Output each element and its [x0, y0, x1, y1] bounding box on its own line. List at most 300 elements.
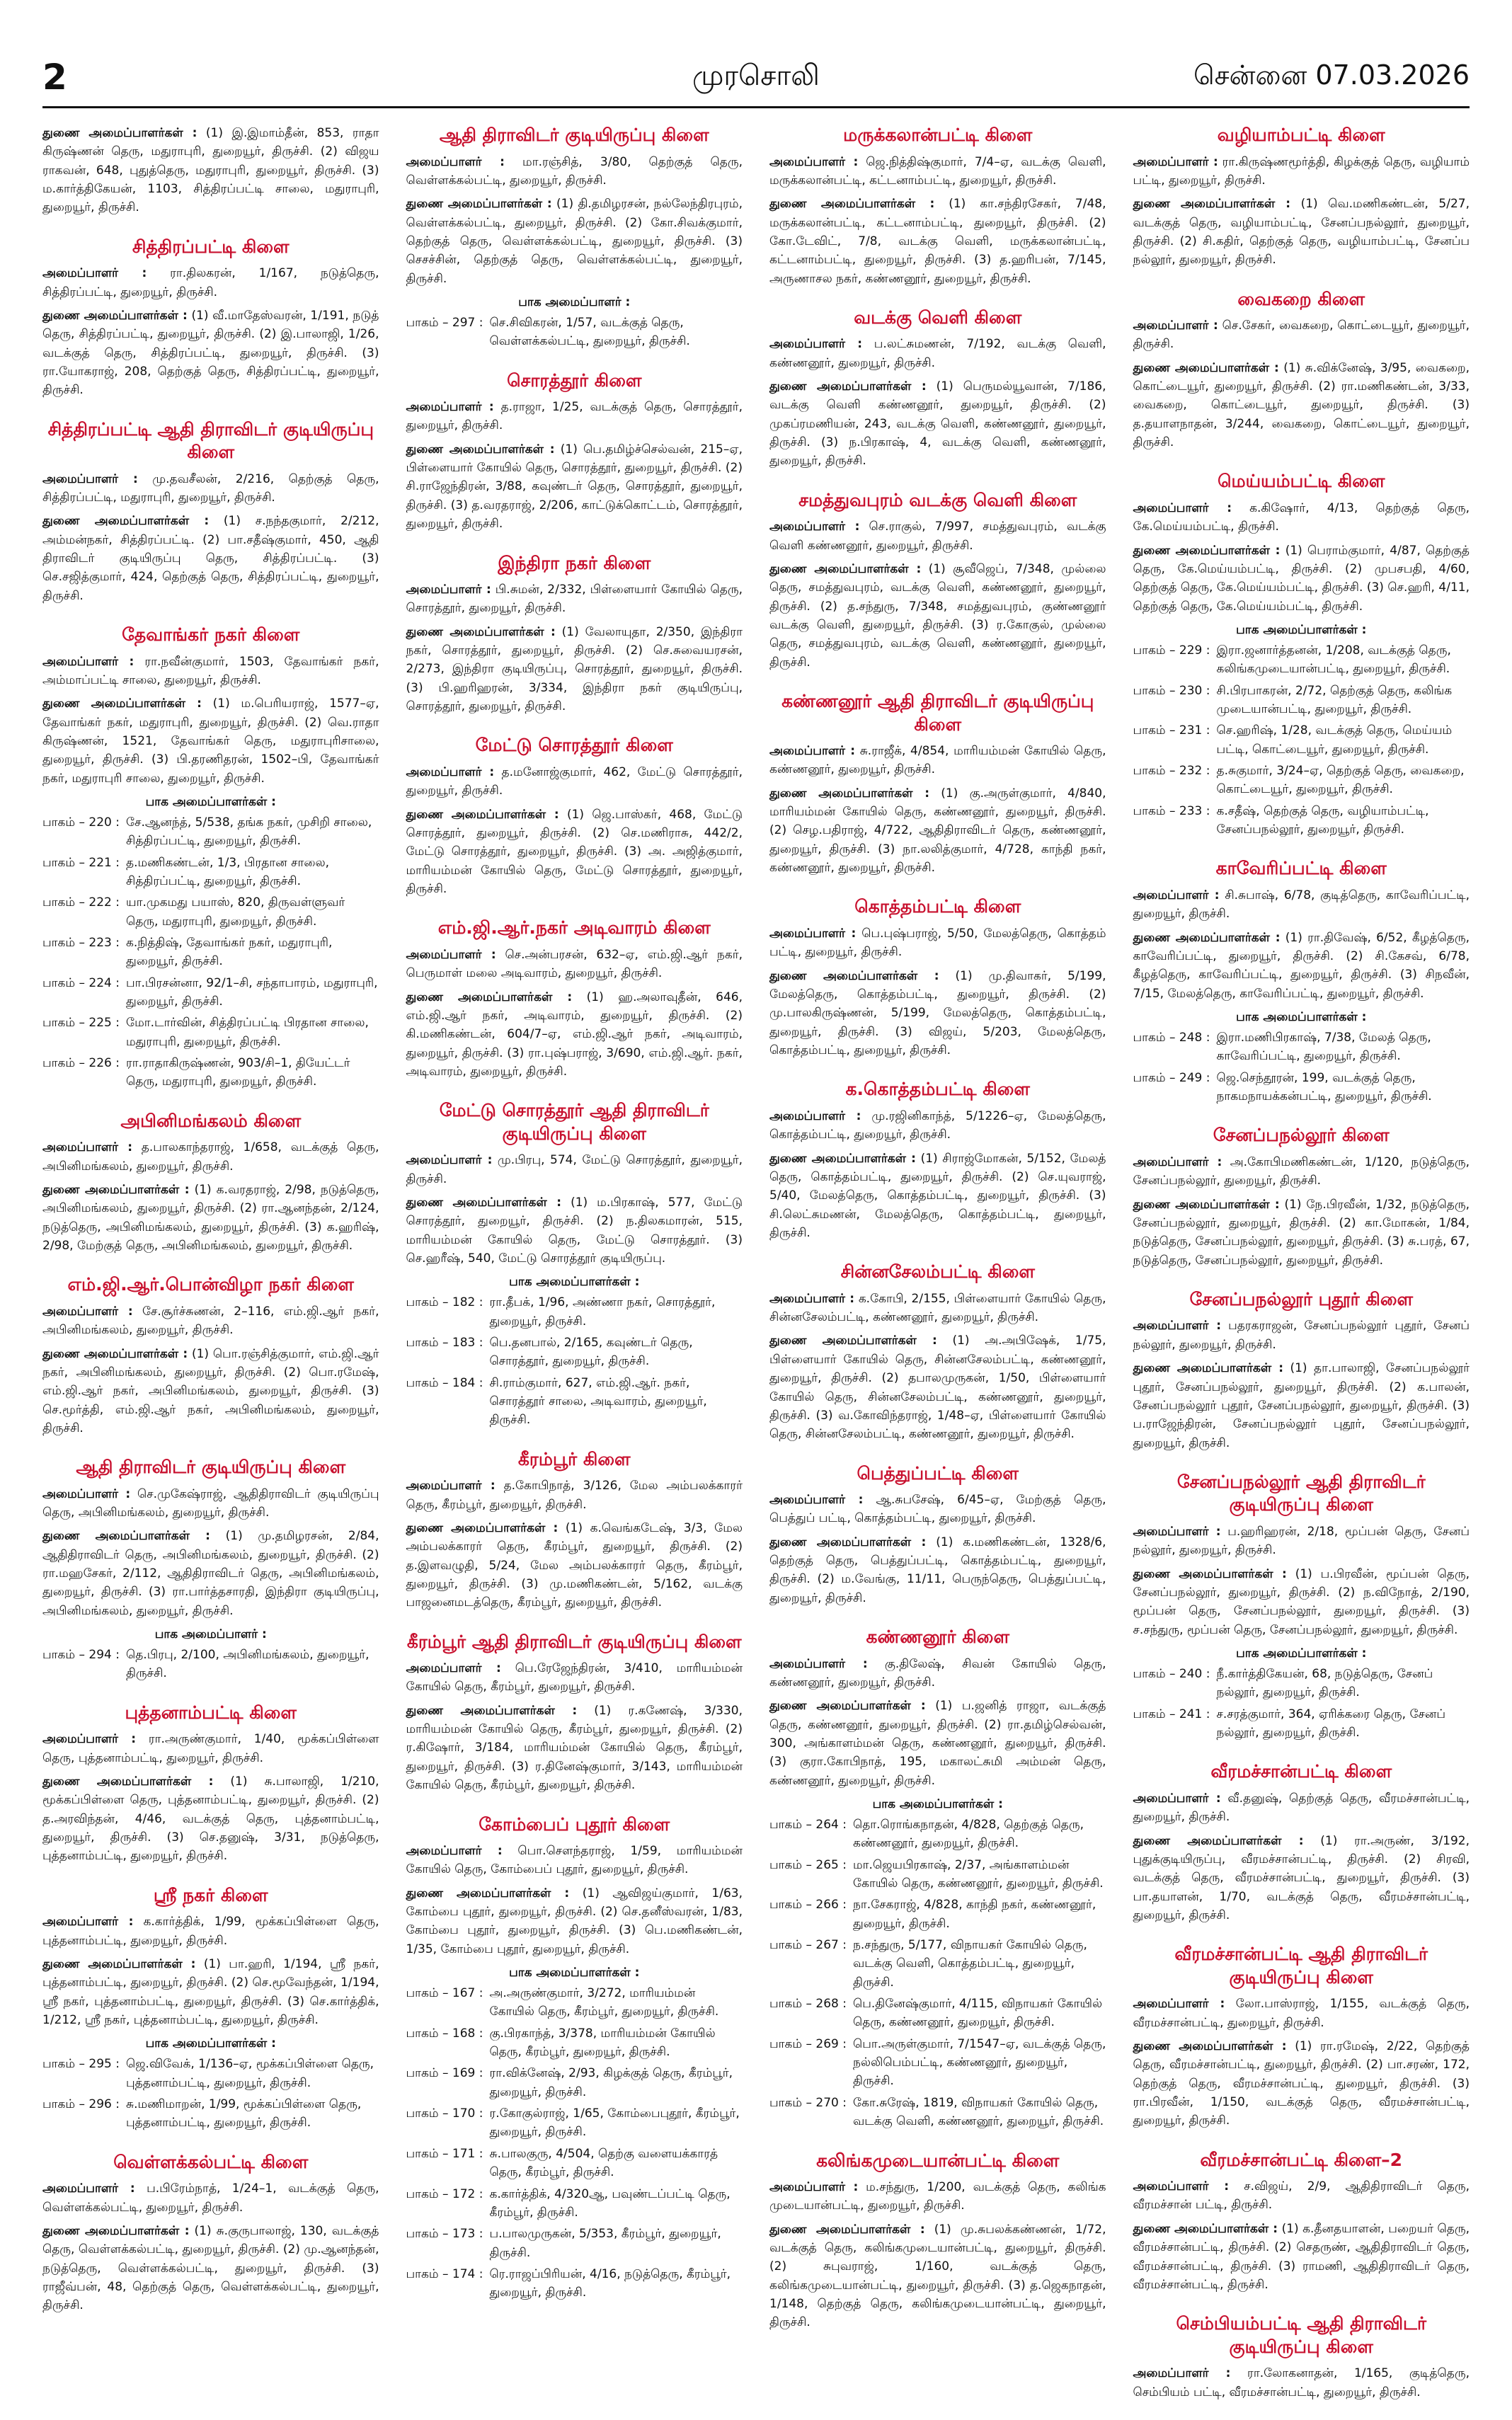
- booth-number: பாகம் – 233 :: [1133, 803, 1210, 818]
- booth-agent: சி.பிரபாகரன், 2/72, தெற்குத் தெரு, கலிங்க முடையான்பட்டி, துறையூர், திருச்சி.: [1216, 683, 1453, 717]
- booth-row: [42, 1014, 379, 1051]
- branch-title: புத்தனாம்பட்டி கிளை: [125, 1702, 297, 1723]
- member-details: (1) க.மணிகண்டன், 1328/6, தெற்குத் தெரு, பெத்துப்பட்டி, கொத்தம்பட்டி, துறையூர், திருச்சி. (2) ம.வேங்கு, 11/11, பெருந்தெரு, பெத்துப்பட்டி, துறையூர், திருச்சி.: [769, 1535, 1106, 1605]
- member-details: சி.சுபாஷ், 6/78, குடித்தெரு, காவேரிப்பட்டி, துறையூர், திருச்சி.: [1133, 888, 1470, 922]
- role-label: அமைப்பாளர் :: [406, 154, 505, 169]
- booth-row: [1133, 1705, 1470, 1743]
- role-label: துணை அமைப்பாளர்கள் :: [406, 1520, 559, 1535]
- role-label: துணை அமைப்பாளர்கள் :: [42, 2223, 190, 2238]
- branch-section: [42, 2151, 379, 2315]
- member-details: (1) ர.கணேஷ், 3/330, மாரியம்மன் கோயில் தெரு, கீரம்பூர், துறையூர், திருச்சி. (2) ர.கிஷோர், 3/184, மாரியம்மன் கோயில் தெரு, கீரம்பூர், துறையூர், திருச்சி. (3) ர.தினேஷ்குமார், 3/143, மாரியம்மன் கோயில் தெரு, கீரம்பூர், துறையூர், திருச்சி.: [406, 1703, 743, 1793]
- member-details: ரா.அருண்குமார், 1/40, மூக்கப்பிள்ளை தெரு, புத்தனாம்பட்டி, துறையூர், திருச்சி.: [42, 1732, 379, 1765]
- branch-section: [769, 895, 1106, 1060]
- branch-section: [769, 1078, 1106, 1242]
- branch-title: வீரமச்சான்பட்டி கிளை: [1210, 1761, 1392, 1782]
- member-details: ரா.திலகரன், 1/167, நடுத்தெரு, சித்திரப்பட்டி, துறையூர், திருச்சி.: [42, 266, 379, 299]
- member-details: (1) ம.பெரியராஜ், 1577–ஏ, தேவாங்கர் நகர், மதுராபுரி, துறையூர், திருச்சி. (2) வெ.ராதா கிருஷ்ணன், 1521, தேவாங்கர் தெரு, மதுராபுரிசாலை, துறையூர், திருச்சி. (3) பி.தரணிதரன், 1502–பி, தேவாங்கர் நகர், மதுராபுரி சாலை, துறையூர், திருச்சி.: [42, 696, 379, 786]
- branch-section: [42, 124, 379, 217]
- member-details: ப.ஹரிஹரன், 2/18, மூப்பன் தெரு, சேனப் நல்லூர், துறையூர், திருச்சி.: [1133, 1524, 1470, 1558]
- role-label: அமைப்பாளர் :: [1133, 319, 1218, 333]
- branch-section: [769, 1462, 1106, 1608]
- office-bearer-entry: [769, 1533, 1106, 1607]
- branch-title: சித்திரப்பட்டி ஆதி திராவிடர் குடியிருப்பு கிளை: [47, 418, 374, 463]
- booth-row: [1133, 682, 1470, 719]
- booth-number: பாகம் – 222 :: [42, 895, 120, 910]
- booth-agent: சு.மணிமாறன், 1/99, மூக்கப்பிள்ளை தெரு, புத்தனாம்பட்டி, துறையூர், திருச்சி.: [126, 2097, 362, 2131]
- member-details: பெ.ரேஜேந்திரன், 3/410, மாரியம்மன் கோயில் தெரு, கீரம்பூர், துறையூர், திருச்சி.: [406, 1661, 743, 1694]
- role-label: அமைப்பாளர் :: [1133, 1997, 1225, 2012]
- booth-agent: சி.ராம்குமார், 627, எம்.ஜி.ஆர். நகர், சொரத்தூர் சாலை, அடிவாரம், துறையூர், திருச்சி.: [489, 1375, 707, 1428]
- branch-title: கண்ணனூர் கிளை: [866, 1627, 1010, 1648]
- booth-row: [42, 2095, 379, 2133]
- booth-row: [406, 2265, 743, 2303]
- branch-section: [406, 552, 743, 716]
- office-bearer-entry: [769, 153, 1106, 190]
- booth-row: [42, 974, 379, 1011]
- branch-section: [42, 1884, 379, 2133]
- branch-title: வடக்கு வெளி கிளை: [854, 306, 1022, 328]
- member-details: (1) கா.சந்திரசேகர், 7/48, மருக்கலான்பட்டி, கட்டனாம்பட்டி, துறையூர், திருச்சி. (2) கோ.டேவிட், 7/8, வடக்கு வெளி, மருக்கலான்பட்டி, கட்டனாம்பட்டி, துறையூர், திருச்சி. (3) த.ஹரிபன், 7/145, அருணாசல நகர், கண்ணனூர், துறையூர், திருச்சி.: [769, 197, 1106, 286]
- member-details: (1) ம.பிரகாஷ், 577, மேட்டு சொரத்தூர், துறையூர், திருச்சி. (2) ந.திலகமாரன், 515, மாரியம்மன் கோயில் தெரு, மேட்டு சொரத்தூர். (3) செ.ஹரீஷ், 540, மேட்டு சொரத்தூர் குடியிருப்பு.: [406, 1195, 743, 1266]
- branch-section: [406, 734, 743, 898]
- role-label: துணை அமைப்பாளர்கள் :: [406, 1703, 578, 1718]
- role-label: துணை அமைப்பாளர்கள் :: [406, 1886, 570, 1900]
- member-details: (1) ஜெ.பாஸ்கர், 468, மேட்டு சொரத்தூர், துறையூர், திருச்சி. (2) செ.மணிராசு, 442/2, மேட்டு சொரத்தூர், துறையூர், திருச்சி. (3) அ. அஜித்குமார், மாரியம்மன் கோயில் தெரு, மேட்டு சொரத்தூர், துறையூர், திருச்சி.: [406, 807, 743, 896]
- member-details: சே.சூர்ச்சுணன், 2–116, எம்.ஜி.ஆர் நகர், அபினிமங்கலம், துறையூர், திருச்சி.: [42, 1304, 379, 1338]
- office-bearer-entry: [42, 2222, 379, 2315]
- role-label: அமைப்பாளர் :: [406, 400, 494, 415]
- office-bearer-entry: [406, 1519, 743, 1612]
- booth-agent: கு.பிரகாந்த், 3/378, மாரியம்மன் கோயில் தெரு, கீரம்பூர், துறையூர், திருச்சி.: [489, 2026, 716, 2060]
- branch-section: [769, 690, 1106, 877]
- office-bearer-entry: [406, 1702, 743, 1795]
- booth-number: பாகம் – 294 :: [42, 1648, 120, 1663]
- member-details: (1) க.வெங்கடேஷ், 3/3, மேல அம்பலக்காரர் தெரு, கீரம்பூர், துறையூர், திருச்சி. (2) த.இளவழுதி, 5/24, மேல அம்பலக்காரர் தெரு, கீரம்பூர், துறையூர், திருச்சி. (3) மு.மணிகண்டன், 5/162, வடக்கு பாஜனைமடத்தெரு, கீரம்பூர், துறையூர், திருச்சி.: [406, 1520, 743, 1610]
- office-bearer-entry: [42, 1181, 379, 1255]
- role-label: அமைப்பாளர் :: [42, 1486, 131, 1501]
- booth-number: பாகம் – 295 :: [42, 2057, 120, 2072]
- office-bearer-entry: [42, 1345, 379, 1438]
- role-label: அமைப்பாளர் :: [406, 1479, 496, 1493]
- booth-heading: பாக அமைப்பாளர்கள் :: [509, 1275, 640, 1290]
- office-bearer-entry: [42, 264, 379, 302]
- booth-number: பாகம் – 241 :: [1133, 1707, 1210, 1721]
- office-bearer-entry: [406, 1842, 743, 1879]
- branch-title: சமத்துவபுரம் வடக்கு வெளி கிளை: [798, 489, 1077, 510]
- member-details: க.கிஷோர், 4/13, தெற்குத் தெரு, கே.மெய்யம்பட்டி, திருச்சி.: [1133, 500, 1470, 534]
- booth-agent: யா.முகமது பயாஸ், 820, திருவள்ளுவர் தெரு, மதுராபுரி, துறையூர், திருச்சி.: [126, 895, 345, 929]
- role-label: அமைப்பாளர் :: [406, 764, 495, 779]
- role-label: அமைப்பாளர் :: [1133, 2366, 1231, 2381]
- office-bearer-entry: [406, 195, 743, 288]
- member-details: (1) ரா.அருண், 3/192, புதுக்குடியிருப்பு, வீரமச்சான்பட்டி, திருச்சி. (2) சிரவி, வடக்குத் தெரு, வீரமச்சான்பட்டி, துறையூர், திருச்சி. (3) பா.தயாளன், 1/70, வடக்குத் தெரு, வீரமச்சான்பட்டி, துறையூர், திருச்சி.: [1133, 1833, 1470, 1922]
- office-bearer-entry: [406, 1476, 743, 1514]
- booth-agent: க.சதீஷ், தெற்குத் தெரு, வழியாம்பட்டி, சேனப்பநல்லூர், துறையூர், திருச்சி.: [1216, 803, 1429, 837]
- role-label: அமைப்பாளர் :: [42, 1304, 133, 1319]
- member-details: (1) ஆவிஜய்குமார், 1/63, கோம்பை புதூர், துறையூர், திருச்சி. (2) செ.தனீஸ்வரன், 1/83, கோம்பை புதூர், துறையூர், திருச்சி. (3) பெ.மணிகண்டன், 1/35, கோம்பை புதூர், துறையூர், திருச்சி.: [406, 1886, 743, 1956]
- branch-section: [1133, 857, 1470, 1106]
- role-label: துணை அமைப்பாளர்கள் :: [406, 442, 555, 457]
- booth-agent: ரா.தீபக், 1/96, அண்ணா நகர், சொரத்தூர், துறையூர், திருச்சி.: [489, 1295, 716, 1329]
- branch-section: [769, 124, 1106, 288]
- role-label: அமைப்பாளர் :: [1133, 154, 1218, 169]
- branch-section: [42, 1456, 379, 1683]
- role-label: அமைப்பாளர் :: [406, 1153, 493, 1168]
- booth-number: பாகம் – 169 :: [406, 2066, 483, 2081]
- booth-number: பாகம் – 269 :: [769, 2036, 847, 2051]
- booth-agent: தொ.ரொங்கநாதன், 4/828, தெற்குத் தெரு, கண்ணனூர், துறையூர், திருச்சி.: [853, 1818, 1084, 1851]
- booth-row: [42, 854, 379, 891]
- member-details: அ.கோபிமணிகண்டன், 1/120, நடுத்தெரு, சேனப்பநல்லூர், துறையூர், திருச்சி.: [1133, 1154, 1470, 1188]
- member-details: செ.சேகர், வைகறை, கொட்டையூர், துறையூர், திருச்சி.: [1133, 319, 1470, 352]
- booth-agent: பா.பிரசன்னா, 92/1–சி, சந்தாபாரம், மதுராபுரி, துறையூர், திருச்சி.: [126, 975, 378, 1009]
- member-details: (1) சு.விக்னேஷ், 3/95, வைகறை, கொட்டையூர், துறையூர், திருச்சி. (2) ரா.மணிகண்டன், 3/33, வைகறை, கொட்டையூர், துறையூர், திருச்சி. (3) த.தயாளநாதன், 3/244, வைகறை, கொட்டையூர், துறையூர், திருச்சி.: [1133, 360, 1470, 450]
- role-label: அமைப்பாளர் :: [1133, 1791, 1221, 1806]
- branch-section: [406, 369, 743, 534]
- branch-section: [406, 1099, 743, 1429]
- role-label: துணை அமைப்பாளர்கள் :: [1133, 1566, 1287, 1581]
- role-label: அமைப்பாளர் :: [769, 1108, 861, 1123]
- booth-number: பாகம் – 223 :: [42, 936, 120, 950]
- role-label: அமைப்பாளர் :: [42, 2181, 135, 2196]
- office-bearer-entry: [1133, 541, 1470, 616]
- booth-agent: கோ.சுரேஷ், 1819, விநாயகர் கோயில் தெரு, வடக்கு வெளி, கண்ணனூர், துறையூர், திருச்சி.: [853, 2095, 1104, 2129]
- branch-section: [1133, 1471, 1470, 1742]
- role-label: துணை அமைப்பாளர்கள் :: [42, 126, 197, 140]
- branch-section: [1133, 1124, 1470, 1270]
- office-bearer-entry: [42, 306, 379, 400]
- branch-title: காவேரிப்பட்டி கிளை: [1215, 858, 1387, 879]
- branch-title: கலிங்கமுடையான்பட்டி கிளை: [816, 2150, 1060, 2171]
- office-bearer-entry: [42, 124, 379, 217]
- member-details: (1) வெ.மணிகண்டன், 5/27, வடக்குத் தெரு, வழியாம்பட்டி, சேனப்பநல்லூர், துறையூர், திருச்சி. (2) சி.கதிர், தெற்குத் தெரு, வழியாம்பட்டி, சேனப்ப நல்லூர், துறையூர், திருச்சி.: [1133, 197, 1470, 268]
- role-label: அமைப்பாளர் :: [769, 1656, 868, 1671]
- role-label: துணை அமைப்பாளர்கள் :: [769, 786, 930, 801]
- column-1: [42, 124, 379, 2420]
- booth-row: [1133, 1069, 1470, 1106]
- branch-title: ஆதி திராவிடர் குடியிருப்பு கிளை: [76, 1457, 346, 1478]
- office-bearer-entry: [406, 398, 743, 435]
- booth-agent: செ.ஹரிஷ், 1/28, வடக்குத் தெரு, மெய்யம் பட்டி, கொட்டையூர், துறையூர், திருச்சி.: [1216, 723, 1453, 757]
- booth-number: பாகம் – 184 :: [406, 1375, 483, 1390]
- role-label: துணை அமைப்பாளர்கள் :: [406, 807, 559, 822]
- role-label: அமைப்பாளர் :: [769, 1493, 864, 1508]
- booth-heading: பாக அமைப்பாளர்கள் :: [872, 1797, 1003, 1811]
- role-label: துணை அமைப்பாளர்கள் :: [1133, 360, 1279, 375]
- office-bearer-entry: [1133, 316, 1470, 354]
- role-label: துணை அமைப்பாளர்கள் :: [769, 562, 922, 576]
- booth-row: [769, 2035, 1106, 2091]
- branch-title: இந்திரா நகர் கிளை: [498, 552, 651, 573]
- member-details: (1) ச.நந்தகுமார், 2/212, அம்மன்நகர், சித்திரப்பட்டி. (2) பா.சதீஷ்குமார், 450, ஆதி திராவிடர் குடியிருப்பு தெரு, சித்திரப்பட்டி. (3) செ.சஜித்குமார், 424, தெற்குத் தெரு, சித்திரப்பட்டி, துறையூர், திருச்சி.: [42, 514, 379, 603]
- role-label: அமைப்பாளர் :: [42, 471, 138, 486]
- office-bearer-entry: [769, 2220, 1106, 2332]
- booth-number: பாகம் – 173 :: [406, 2227, 483, 2242]
- office-bearer-entry: [769, 967, 1106, 1060]
- booth-number: பாகம் – 183 :: [406, 1335, 483, 1350]
- member-details: (1) தா.பாலாஜி, சேனப்பநல்லூர் புதூர், சேனப்பநல்லூர், துறையூர், திருச்சி. (2) க.பாலன், சேனப்பநல்லூர் புதூர், சேனப்பநல்லூர், துறையூர், திருச்சி. (3) ப.ராஜேந்திரன், சேனப்பநல்லூர் புதூர், சேனப்பநல்லூர், துறையூர், திருச்சி.: [1133, 1361, 1470, 1450]
- member-details: மு.பிரபு, 574, மேட்டு சொரத்தூர், துறையூர், திருச்சி.: [406, 1153, 743, 1186]
- role-label: துணை அமைப்பாளர்கள் :: [769, 968, 939, 983]
- office-bearer-entry: [1133, 1832, 1470, 1925]
- page-number: 2: [42, 57, 67, 98]
- role-label: துணை அமைப்பாளர்கள் :: [769, 379, 927, 394]
- member-details: (1) மு.சுபலக்கண்ணன், 1/72, வடக்குத் தெரு, கலிங்கமுடையான்பட்டி, துறையூர், திருச்சி. (2) சுபுவராஜ், 1/160, வடக்குத் தெரு, கலிங்கமுடையான்பட்டி, துறையூர், திருச்சி. (3) த.ஜெகநாதன், 1/148, தெற்குத் தெரு, கலிங்கமுடையான்பட்டி, துறையூர், திருச்சி.: [769, 2222, 1106, 2330]
- booth-heading: பாக அமைப்பாளர்கள் :: [1236, 1646, 1367, 1661]
- booth-number: பாகம் – 172 :: [406, 2186, 483, 2201]
- branch-section: [1133, 1288, 1470, 1452]
- branch-section: [42, 236, 379, 400]
- office-bearer-entry: [1133, 1195, 1470, 1270]
- member-details: (1) மு.திவாகர், 5/199, மேலத்தெரு, கொத்தம்பட்டி, துறையூர், திருச்சி. (2) மு.பாலகிருஷ்ணன், 5/199, மேலத்தெரு, கொத்தம்பட்டி, துறையூர், திருச்சி. (3) விஜய், 5/203, மேலத்தெரு, கொத்தம்பட்டி, துறையூர், திருச்சி.: [769, 968, 1106, 1058]
- office-bearer-entry: [1133, 2220, 1470, 2294]
- booth-row: [406, 2145, 743, 2182]
- role-label: துணை அமைப்பாளர்கள் :: [406, 624, 556, 639]
- office-bearer-entry: [769, 517, 1106, 555]
- branch-section: [1133, 470, 1470, 839]
- booth-number: பாகம் – 168 :: [406, 2026, 483, 2041]
- role-label: அமைப்பாளர் :: [406, 947, 496, 962]
- branch-title: எம்.ஜி.ஆர்.நகர் அடிவாரம் கிளை: [437, 917, 711, 939]
- member-details: த.மனோஜ்குமார், 462, மேட்டு சொரத்தூர், துறையூர், திருச்சி.: [406, 764, 743, 798]
- office-bearer-entry: [42, 2179, 379, 2217]
- booth-number: பாகம் – 171 :: [406, 2146, 483, 2161]
- booth-number: பாகம் – 270 :: [769, 2095, 847, 2110]
- office-bearer-entry: [769, 2178, 1106, 2215]
- booth-row: [1133, 1028, 1470, 1066]
- role-label: அமைப்பாளர் :: [406, 1661, 501, 1676]
- member-details: (1) அ.அபிஷேக், 1/75, பிள்ளையார் கோயில் தெரு, சின்னசேலம்பட்டி, கண்ணனூர், துறையூர், திருச்சி. (2) தபாலமுருகன், 1/50, பிள்ளையார் கோயில் தெரு, சின்னசேலம்பட்டி, கண்ணனூர், துறையூர், திருச்சி. (3) வ.கோவிந்தராஜ், 1/48–ஏ, பிள்ளையார் கோயில் தெரு, சின்னசேலம்பட்டி, கண்ணனூர், துறையூர், திருச்சி.: [769, 1334, 1106, 1442]
- booth-number: பாகம் – 264 :: [769, 1818, 847, 1832]
- booth-row: [406, 2064, 743, 2101]
- office-bearer-entry: [769, 195, 1106, 288]
- office-bearer-entry: [42, 694, 379, 788]
- branch-section: [769, 1626, 1106, 2131]
- booth-row: [1133, 641, 1470, 679]
- member-details: (1) பெராம்குமார், 4/87, தெற்குத் தெரு, கே.மெய்யம்பட்டி, திருச்சி. (2) முபசபதி, 4/60, தெற்குத் தெரு, கே.மெய்யம்பட்டி, திருச்சி. (3) செ.ஹரி, 4/11, தெற்குத் தெரு, கே.மெய்யம்பட்டி, திருச்சி.: [1133, 543, 1470, 614]
- booth-number: பாகம் – 267 :: [769, 1938, 847, 1953]
- branch-section: [1133, 124, 1470, 270]
- booth-agent: ஜெ.செந்தூரன், 199, வடக்குத் தெரு, நாகமநாயக்கன்பட்டி, துறையூர், திருச்சி.: [1216, 1070, 1432, 1104]
- booth-agent: க.நித்திஷ், தேவாங்கர் நகர், மதுராபுரி, துறையூர், திருச்சி.: [126, 936, 333, 969]
- branch-title: வீரமச்சான்பட்டி கிளை–2: [1200, 2149, 1403, 2170]
- office-bearer-entry: [769, 1290, 1106, 1327]
- booth-agent: இரா.மணிபிரகாஷ், 7/38, மேலத் தெரு, காவேரிப்பட்டி, துறையூர், திருச்சி.: [1216, 1031, 1431, 1064]
- booth-row: [42, 2055, 379, 2092]
- booth-row: [406, 1293, 743, 1331]
- role-label: துணை அமைப்பாளர்கள் :: [1133, 1833, 1304, 1848]
- member-details: சு.ராஜீக், 4/854, மாரியம்மன் கோயில் தெரு, கண்ணனூர், துறையூர், திருச்சி.: [769, 744, 1106, 777]
- role-label: அமைப்பாளர் :: [1133, 888, 1220, 902]
- role-label: அமைப்பாளர் :: [769, 154, 859, 169]
- member-details: ஜெ.நித்திஷ்குமார், 7/4–ஏ, வடக்கு வெளி, மருக்கலான்பட்டி, கட்டனாம்பட்டி, துறையூர், திருச்சி.: [769, 154, 1106, 188]
- member-details: (1) ஹ.அலாவுதீன், 646, எம்.ஜி.ஆர் நகர், அடிவாரம், துறையூர், திருச்சி. (2) கி.மணிகண்டன், 604/7–ஏ, எம்.ஜி.ஆர் நகர், அடிவாரம், துறையூர், திருச்சி. (3) ரா.புஷ்பராஜ், 3/690, எம்.ஜி.ஆர். நகர், அடிவாரம், துறையூர், திருச்சி.: [406, 990, 743, 1079]
- member-details: ஆ.சுபசேஷ், 6/45–ஏ, மேற்குத் தெரு, பெத்துப் பட்டி, கொத்தம்பட்டி, துறையூர், திருச்சி.: [769, 1493, 1106, 1526]
- booth-agent: பெ.தனபால், 2/165, கவுண்டர் தெரு, சொரத்தூர், துறையூர், திருச்சி.: [489, 1335, 693, 1369]
- role-label: துணை அமைப்பாளர்கள் :: [42, 1956, 196, 1971]
- branch-section: [42, 1110, 379, 1256]
- role-label: துணை அமைப்பாளர்கள் :: [42, 1182, 190, 1197]
- branch-title: வைகறை கிளை: [1237, 288, 1365, 309]
- member-details: பொ.சௌந்தராஜ், 1/59, மாரியம்மன் கோயில் தெரு, கோம்பைப் புதூர், துறையூர், திருச்சி.: [406, 1844, 743, 1877]
- booth-agent: ஜெ.விவேக், 1/136–ஏ, மூக்கப்பிள்ளை தெரு, புத்தனாம்பட்டி, துறையூர், திருச்சி.: [126, 2057, 374, 2090]
- office-bearer-entry: [1133, 153, 1470, 190]
- branch-title: சேனப்பநல்லூர் ஆதி திராவிடர் குடியிருப்பு கிளை: [1176, 1471, 1426, 1515]
- booth-number: பாகம் – 220 :: [42, 815, 120, 830]
- role-label: அமைப்பாளர் :: [42, 1915, 134, 1929]
- role-label: துணை அமைப்பாளர்கள் :: [1133, 1361, 1283, 1376]
- booth-row: [1133, 721, 1470, 759]
- role-label: துணை அமைப்பாளர்கள் :: [406, 990, 573, 1004]
- booth-row: [769, 1896, 1106, 1933]
- member-details: (1) சிராஜ்மோகன், 5/152, மேலத் தெரு, கொத்தம்பட்டி, துறையூர், திருச்சி. (2) செ.யுவராஜ், 5/40, மேலத்தெரு, கொத்தம்பட்டி, துறையூர், திருச்சி. (3) சி.லெட்சுமணன், மேலத்தெரு, கொத்தம்பட்டி, துறையூர், திருச்சி.: [769, 1151, 1106, 1240]
- branch-title: வீரமச்சான்பட்டி ஆதி திராவிடர் குடியிருப்பு கிளை: [1174, 1944, 1428, 1988]
- booth-number: பாகம் – 248 :: [1133, 1031, 1210, 1045]
- office-bearer-entry: [42, 1772, 379, 1866]
- booth-number: பாகம் – 225 :: [42, 1016, 120, 1031]
- office-bearer-entry: [1133, 499, 1470, 537]
- office-bearer-entry: [406, 1151, 743, 1188]
- booth-number: பாகம் – 174 :: [406, 2266, 483, 2281]
- booth-agent: பொ.அருள்குமார், 7/1547–ஏ, வடக்குத் தெரு, நல்லிபெம்பட்டி, கண்ணனூர், துறையூர், திருச்சி.: [853, 2036, 1106, 2089]
- office-bearer-entry: [406, 153, 743, 190]
- office-bearer-entry: [406, 623, 743, 716]
- role-label: துணை அமைப்பாளர்கள் :: [1133, 2221, 1278, 2236]
- member-details: (1) ப.ஜனித் ராஜா, வடக்குத் தெரு, கண்ணனூர், துறையூர், திருச்சி. (2) ரா.தமிழ்செல்வன், 300, அங்காளம்மன் தெரு, கண்ணனூர், துறையூர், திருச்சி. (3) குரா.கோபிநாத், 195, மகாலட்சுமி அம்மன் தெரு, கண்ணனூர், துறையூர், திருச்சி.: [769, 1699, 1106, 1788]
- booth-row: [42, 1054, 379, 1091]
- branch-section: [42, 624, 379, 1091]
- booth-row: [42, 813, 379, 851]
- member-details: (1) மு.தமிழரசன், 2/84, ஆதிதிராவிடர் தெரு, அபினிமங்கலம், துறையூர், திருச்சி. (2) ரா.மஹசேகர், 2/112, ஆதிதிராவிடர் தெரு, அபினிமங்கலம், துறையூர், திருச்சி. (3) ரா.பார்த்தசாரதி, இந்திரா குடியிருப்பு, அபினிமங்கலம், துறையூர், திருச்சி.: [42, 1529, 379, 1618]
- member-details: (1) நே.பிரவீன், 1/32, நடுத்தெரு, சேனப்பநல்லூர், துறையூர், திருச்சி. (2) கா.மோகன், 1/84, நடுத்தெரு, சேனப்பநல்லூர், துறையூர், திருச்சி. (3) சு.பரத், 67, நடுத்தெரு, சேனப்பநல்லூர், துறையூர், திருச்சி.: [1133, 1197, 1470, 1268]
- office-bearer-entry: [1133, 1359, 1470, 1452]
- booth-agent: மோ.டார்வின், சித்திரப்பட்டி பிரதான சாலை, மதுராபுரி, துறையூர், திருச்சி.: [126, 1016, 369, 1049]
- office-bearer-entry: [406, 805, 743, 899]
- office-bearer-entry: [42, 1527, 379, 1620]
- booth-agent: த.சுகுமார், 3/24–ஏ, தெற்குத் தெரு, வைகறை, கொட்டையூர், துறையூர், திருச்சி.: [1216, 764, 1465, 797]
- booth-number: பாகம் – 226 :: [42, 1056, 120, 1071]
- booth-agent: நீ.கார்த்திகேயன், 68, நடுத்தெரு, சேனப் நல்லூர், துறையூர், திருச்சி.: [1216, 1666, 1433, 1700]
- branch-title: ஸ்ரீ நகர் கிளை: [153, 1884, 268, 1905]
- booth-agent: தெ.பிரபு, 2/100, அபினிமங்கலம், துறையூர், திருச்சி.: [126, 1648, 370, 1681]
- office-bearer-entry: [406, 946, 743, 983]
- member-details: (1) பா.ஹரி, 1/194, ஸ்ரீ நகர், புத்தனாம்பட்டி, துறையூர், திருச்சி. (2) செ.மூவேந்தன், 1/194, ஸ்ரீ நகர், புத்தனாம்பட்டி, துறையூர், திருச்சி. (3) செ.கார்த்திக், 1/212, ஸ்ரீ நகர், புத்தனாம்பட்டி, துறையூர், திருச்சி.: [42, 1956, 379, 2027]
- office-bearer-entry: [1133, 1522, 1470, 1560]
- booth-agent: ப.பாலமுருகன், 5/353, கீரம்பூர், துறையூர், திருச்சி.: [489, 2227, 721, 2260]
- branch-title: கீரம்பூர் ஆதி திராவிடர் குடியிருப்பு கிளை: [406, 1631, 742, 1652]
- branch-title: தேவாங்கர் நகர் கிளை: [122, 624, 300, 646]
- office-bearer-entry: [1133, 1153, 1470, 1191]
- booth-row: [406, 1334, 743, 1371]
- dateline: சென்னை 07.03.2026: [1193, 59, 1470, 91]
- branch-title: மருக்கலான்பட்டி கிளை: [843, 125, 1033, 145]
- branch-section: [769, 2150, 1106, 2332]
- office-bearer-entry: [406, 580, 743, 618]
- booth-row: [769, 1856, 1106, 1893]
- role-label: துணை அமைப்பாளர்கள் :: [406, 1195, 562, 1210]
- member-details: (1) க.வரதராஜ், 2/98, நடுத்தெரு, அபினிமங்கலம், துறையூர், திருச்சி. (2) ரா.ஆனந்தன், 2/124, நடுத்தெரு, அபினிமங்கலம், துறையூர், திருச்சி. (3) க.ஹரிஷ், 2/98, மேற்குத் தெரு, அபினிமங்கலம், துறையூர், திருச்சி.: [42, 1182, 379, 1253]
- branch-section: [769, 489, 1106, 672]
- booth-agent: சே.ஆனந்த், 5/538, தங்க நகர், முசிறி சாலை, சித்திரப்பட்டி, துறையூர், திருச்சி.: [126, 815, 372, 849]
- branch-section: [406, 1631, 743, 1795]
- office-bearer-entry: [769, 784, 1106, 878]
- member-details: (1) ரா.ரமேஷ், 2/22, தெற்குத் தெரு, வீரமச்சான்பட்டி, துறையூர், திருச்சி. (2) பா.சரண், 172, தெற்குத் தெரு, வீரமச்சான்பட்டி, துறையூர், திருச்சி. (3) ரா.பிரவீன், 1/150, வடக்குத் தெரு, வீரமச்சான்பட்டி, துறையூர், திருச்சி.: [1133, 2038, 1470, 2128]
- role-label: துணை அமைப்பாளர்கள் :: [1133, 197, 1291, 212]
- member-details: ரா.கிருஷ்ணமூர்த்தி, கிழக்குத் தெரு, வழியாம் பட்டி, துறையூர், திருச்சி.: [1133, 154, 1470, 188]
- branch-title: வெள்ளக்கல்பட்டி கிளை: [113, 2151, 309, 2172]
- branch-section: [1133, 1760, 1470, 1925]
- member-details: (1) பொ.ரஞ்சித்குமார், எம்.ஜி.ஆர் நகர், அபினிமங்கலம், துறையூர், திருச்சி. (2) பொ.ரமேஷ், எம்.ஜி.ஆர் நகர், அபினிமங்கலம், துறையூர், திருச்சி. (3) செ.மூர்த்தி, எம்.ஜி.ஆர் நகர், அபினிமங்கலம், துறையூர், திருச்சி.: [42, 1346, 379, 1435]
- role-label: துணை அமைப்பாளர்கள் :: [42, 308, 188, 323]
- member-details: பதரகராஜன், சேனப்பநல்லூர் புதூர், சேனப் நல்லூர், துறையூர், திருச்சி.: [1133, 1319, 1470, 1352]
- branch-title: க.கொத்தம்பட்டி கிளை: [845, 1079, 1030, 1100]
- member-details: ப.லட்சுமணன், 7/192, வடக்கு வெளி, கண்ணனூர், துறையூர், திருச்சி.: [769, 337, 1106, 370]
- branch-section: [42, 1702, 379, 1866]
- booth-agent: இரா.ஜனார்த்தனன், 1/208, வடக்குத் தெரு, கலிங்கமுடையான்பட்டி, துறையூர், திருச்சி.: [1216, 643, 1451, 677]
- booth-number: பாகம் – 170 :: [406, 2106, 483, 2121]
- booth-agent: அ.அருண்குமார், 3/272, மாரியம்மன் கோயில் தெரு, கீரம்பூர், துறையூர், திருச்சி.: [489, 1986, 719, 2019]
- role-label: துணை அமைப்பாளர்கள் :: [42, 514, 210, 529]
- role-label: அமைப்பாளர் :: [769, 337, 863, 352]
- branch-title: கொத்தம்பட்டி கிளை: [854, 896, 1021, 917]
- member-details: வீ.தனுஷ், தெற்குத் தெரு, வீரமச்சான்பட்டி, துறையூர், திருச்சி.: [1133, 1791, 1470, 1825]
- office-bearer-entry: [42, 653, 379, 690]
- member-details: க.கார்த்திக், 1/99, மூக்கப்பிள்ளை தெரு, புத்தனாம்பட்டி, துறையூர், திருச்சி.: [42, 1915, 379, 1948]
- office-bearer-entry: [42, 1138, 379, 1176]
- office-bearer-entry: [1133, 1317, 1470, 1354]
- member-details: ரா.நவீன்குமார், 1503, தேவாங்கர் நகர், அம்மாப்பட்டி சாலை, துறையூர், திருச்சி.: [42, 654, 379, 687]
- office-bearer-entry: [42, 1913, 379, 1950]
- branch-section: [406, 124, 743, 351]
- booth-row: [42, 893, 379, 931]
- booth-row: [406, 2024, 743, 2062]
- office-bearer-entry: [406, 1884, 743, 1959]
- office-bearer-entry: [769, 560, 1106, 672]
- role-label: துணை அமைப்பாளர்கள் :: [1133, 2038, 1287, 2053]
- office-bearer-entry: [1133, 195, 1470, 269]
- role-label: அமைப்பாளர் :: [769, 926, 857, 941]
- booth-agent: பெ.தினேஷ்குமார், 4/115, விநாயகர் கோயில் தெரு, கண்ணனூர், துறையூர், திருச்சி.: [853, 1997, 1103, 2030]
- booth-heading: பாக அமைப்பாளர்கள் :: [1236, 1010, 1367, 1025]
- member-details: ச.விஜய், 2/9, ஆதிதிராவிடர் தெரு, வீரமச்சான் பட்டி, திருச்சி.: [1133, 2179, 1470, 2213]
- booth-number: பாகம் – 268 :: [769, 1997, 847, 2012]
- member-details: ப.பிரேம்நாத், 1/24–1, வடக்குத் தெரு, வெள்ளக்கல்பட்டி, துறையூர், திருச்சி.: [42, 2181, 379, 2215]
- booth-row: [769, 1816, 1106, 1853]
- booth-number: பாகம் – 297 :: [406, 315, 483, 330]
- role-label: அமைப்பாளர் :: [406, 1844, 503, 1858]
- booth-heading: பாக அமைப்பாளர் :: [154, 1627, 267, 1642]
- member-details: த.கோபிநாத், 3/126, மேல அம்பலக்காரர் தெரு, கீரம்பூர், துறையூர், திருச்சி.: [406, 1479, 743, 1512]
- booth-agent: ரா.விக்னேஷ், 2/93, கிழக்குத் தெரு, கீரம்பூர், துறையூர், திருச்சி.: [489, 2066, 733, 2099]
- office-bearer-entry: [406, 440, 743, 534]
- branch-section: [1133, 2149, 1470, 2295]
- role-label: அமைப்பாளர் :: [42, 654, 134, 669]
- branch-title: சொரத்தூர் கிளை: [507, 369, 642, 391]
- office-bearer-entry: [769, 1655, 1106, 1692]
- role-label: துணை அமைப்பாளர்கள் :: [42, 1774, 214, 1789]
- member-details: (1) பெ.தமிழ்ச்செல்வன், 215–ஏ, பிள்ளையார் கோயில் தெரு, சொரத்தூர், துறையூர், திருச்சி. (2) சி.ராஜேந்திரன், 3/88, கவுண்டர் தெரு, சொரத்தூர், துறையூர், திருச்சி. (3) த.வரதராஜ், 2/206, காட்டுக்கொட்டம், சொரத்தூர், துறையூர், திருச்சி.: [406, 442, 743, 532]
- office-bearer-entry: [769, 924, 1106, 962]
- member-details: மா.ரஞ்சித், 3/80, தெற்குத் தெரு, வெள்ளக்கல்பட்டி, துறையூர், திருச்சி.: [406, 154, 743, 188]
- booth-number: பாகம் – 296 :: [42, 2097, 120, 2111]
- branch-title: சேனப்பநல்லூர் கிளை: [1213, 1125, 1390, 1146]
- role-label: அமைப்பாளர் :: [1133, 2179, 1230, 2194]
- office-bearer-entry: [769, 1491, 1106, 1528]
- office-bearer-entry: [1133, 1995, 1470, 2032]
- booth-row: [769, 1995, 1106, 2032]
- branch-title: எம்.ஜி.ஆர்.பொன்விழா நகர் கிளை: [67, 1274, 354, 1295]
- branch-section: [42, 418, 379, 605]
